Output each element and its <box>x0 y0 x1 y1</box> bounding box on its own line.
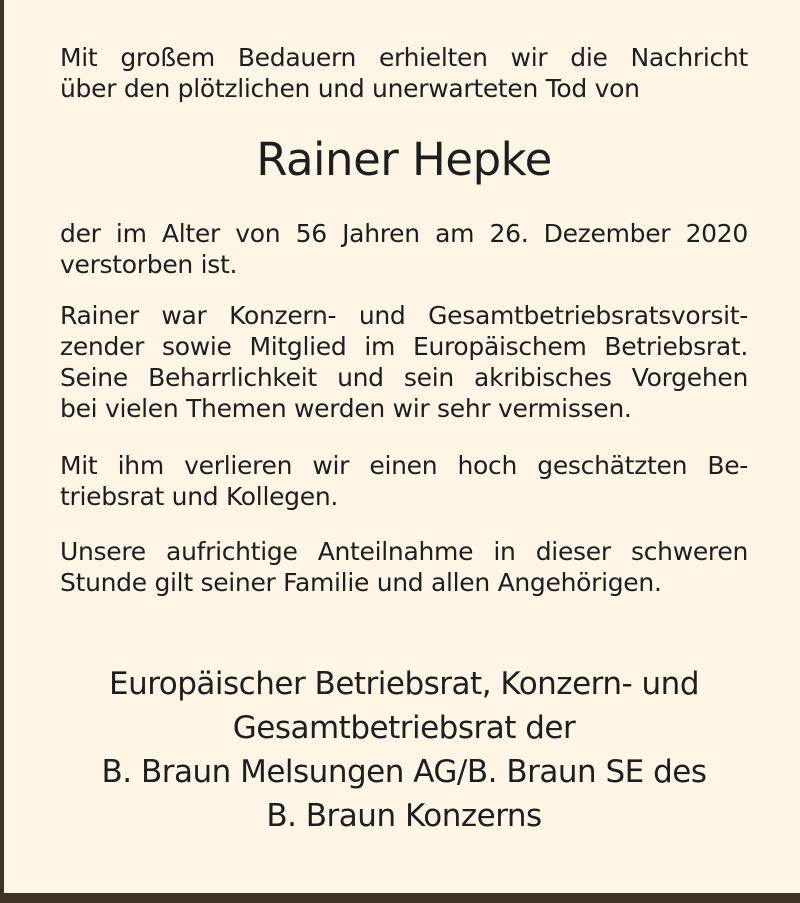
loss-paragraph <box>60 450 748 512</box>
death-info-line-2: verstorben ist. <box>60 250 238 279</box>
condolence-line-2: Stunde gilt seiner Familie und allen Angehörigen. <box>60 568 662 597</box>
tribute-paragraph <box>60 300 748 424</box>
condolence-paragraph <box>60 536 748 598</box>
signature-line-4: B. Braun Konzerns <box>266 798 542 834</box>
signature-block <box>4 662 800 838</box>
signature-line-2: Gesamtbetriebsrat der <box>232 710 576 746</box>
tribute-line-3: Seine Beharrlichkeit und sein akribisches Vorgehen <box>60 363 748 392</box>
death-info-paragraph <box>60 218 748 280</box>
intro-line-1: Mit großem Bedauern erhielten wir die Nachricht <box>60 43 748 72</box>
signature-line-1: Europäischer Betriebsrat, Konzern- und <box>108 666 700 702</box>
tribute-line-1: Rainer war Konzern- und Gesamtbetriebsratsvorsit- <box>60 301 748 330</box>
intro-paragraph <box>60 42 748 104</box>
death-info-line-1: der im Alter von 56 Jahren am 26. Dezember 2020 <box>60 219 748 248</box>
condolence-line-1: Unsere aufrichtige Anteilnahme in dieser schweren <box>60 537 748 566</box>
deceased-name: Rainer Hepke <box>256 133 552 186</box>
loss-line-1: Mit ihm verlieren wir einen hoch geschätzten Be- <box>60 451 748 480</box>
signature-line-3: B. Braun Melsungen AG/B. Braun SE des <box>101 754 707 790</box>
intro-line-2: über den plötzlichen und unerwarteten Tod von <box>60 74 640 103</box>
tribute-line-4: bei vielen Themen werden wir sehr vermissen. <box>60 394 632 423</box>
tribute-line-2: zender sowie Mitglied im Europäischem Betriebsrat. <box>60 332 748 361</box>
loss-line-2: triebsrat und Kollegen. <box>60 482 339 511</box>
